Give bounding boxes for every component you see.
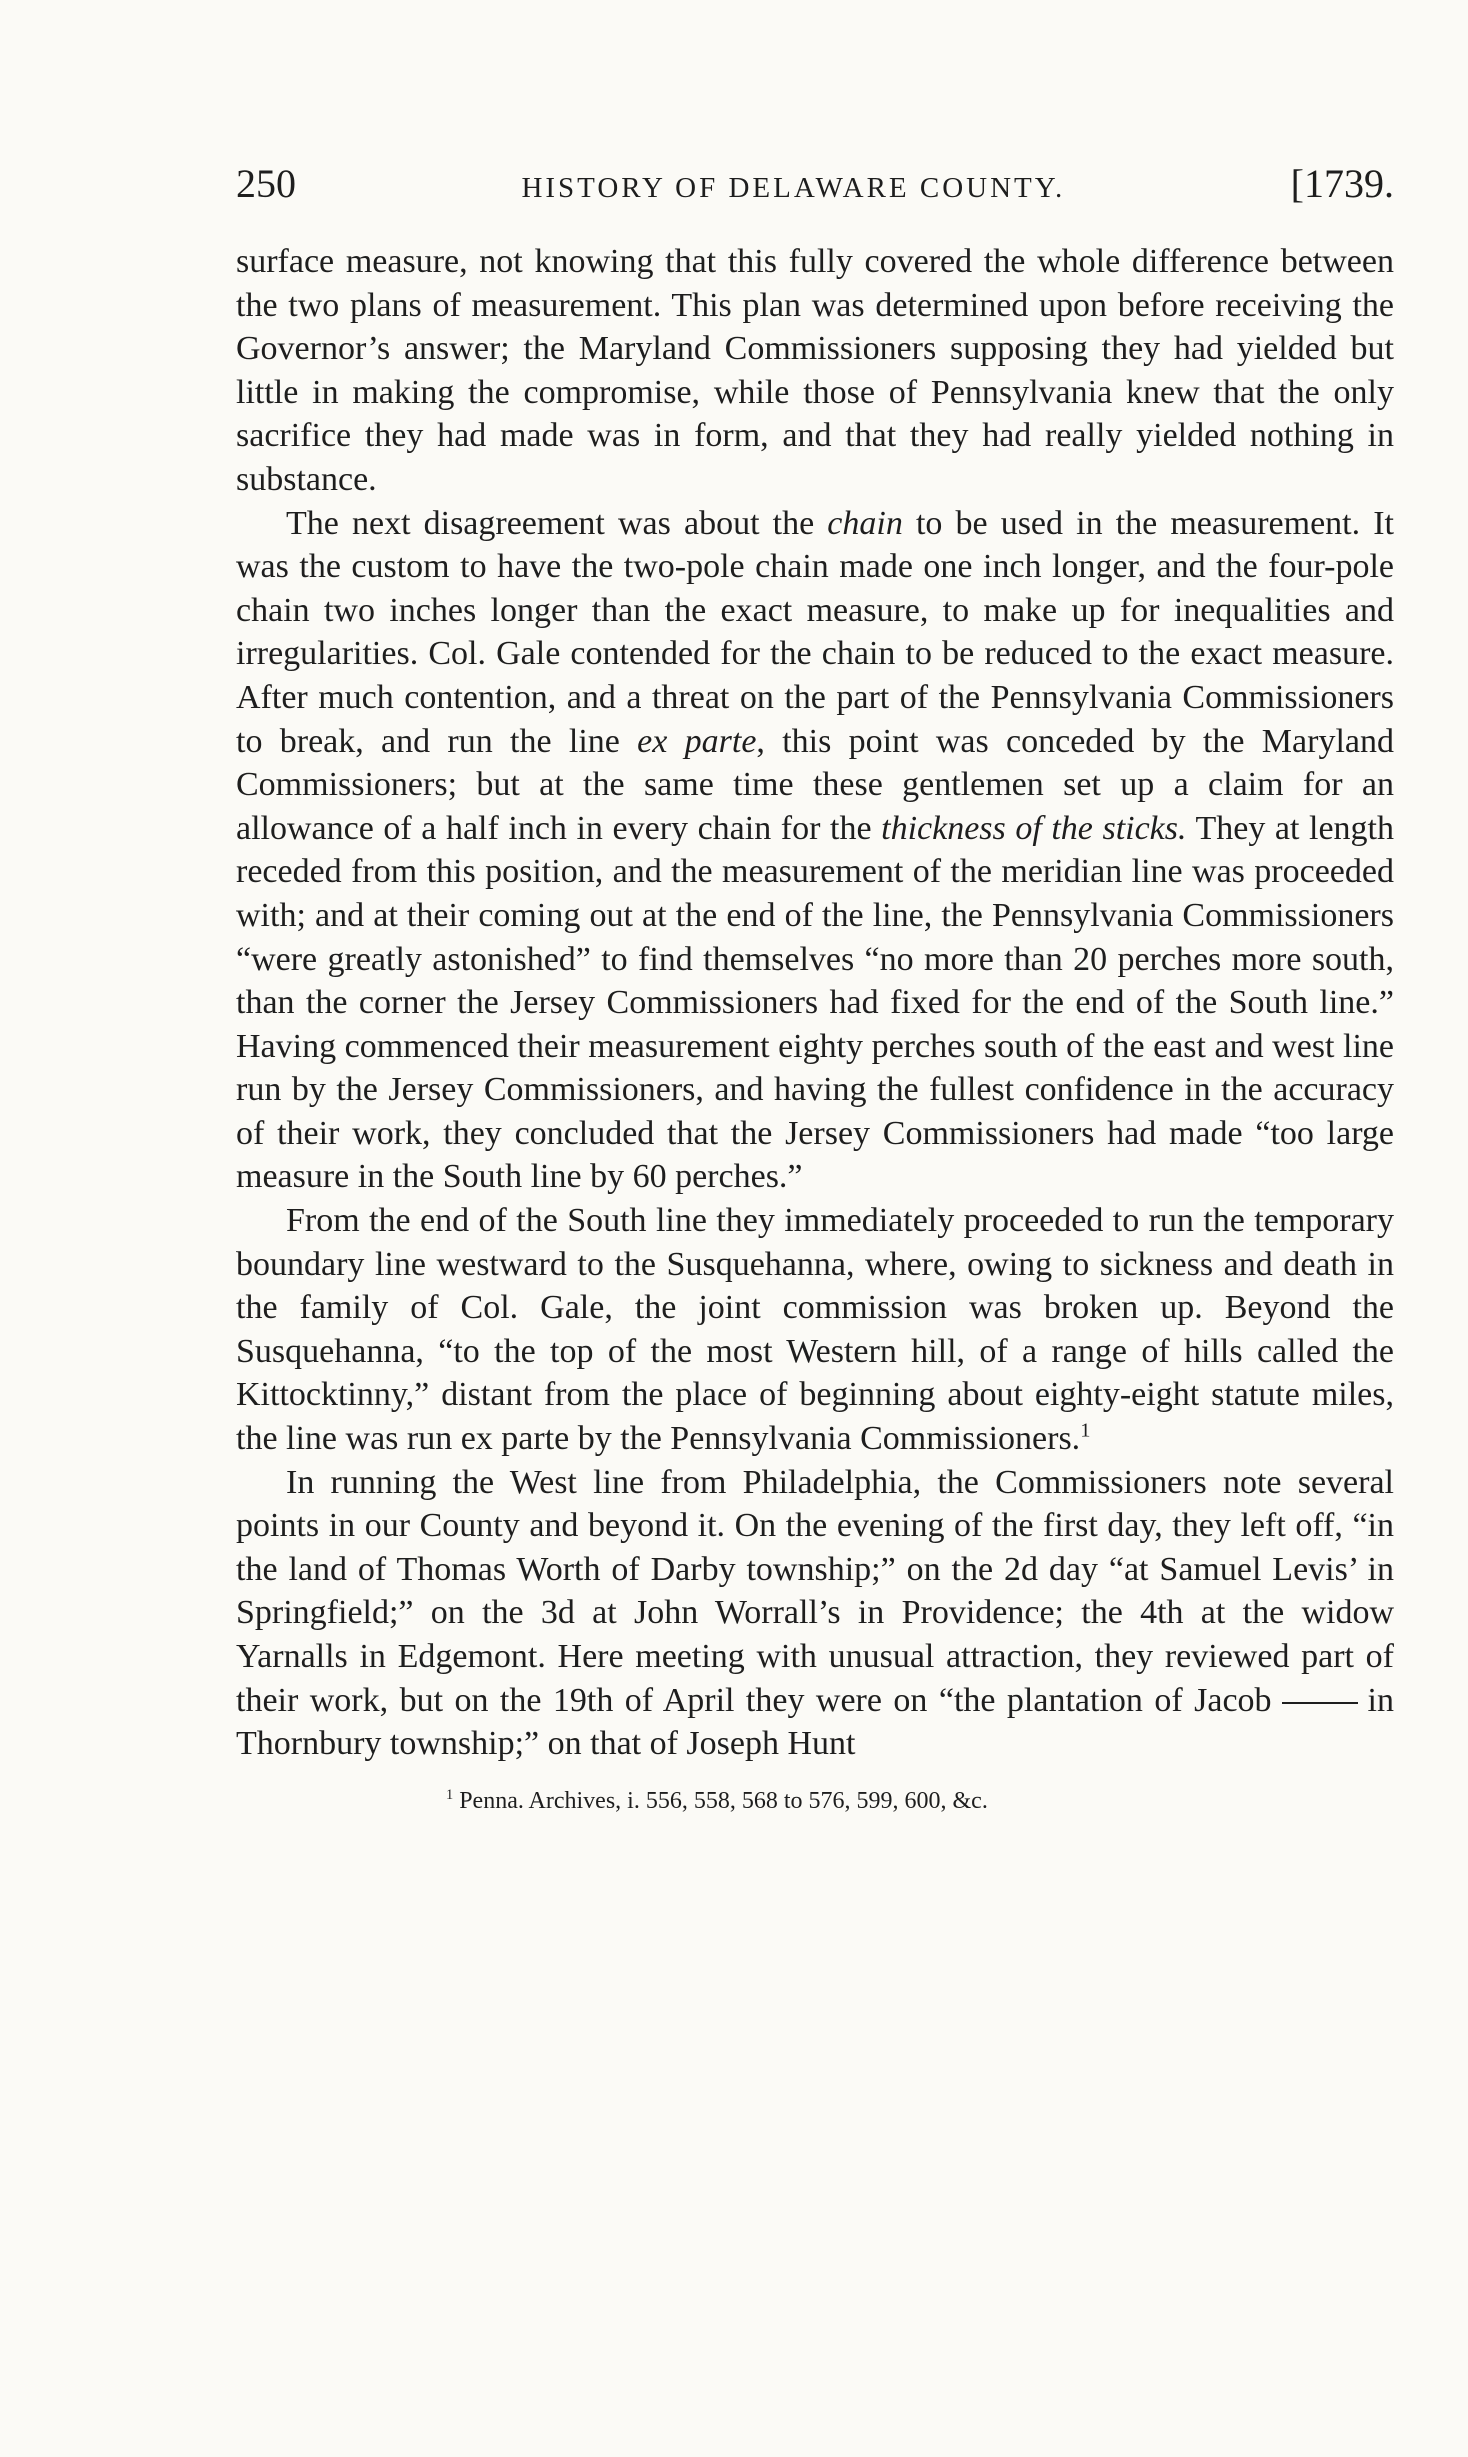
- paragraph-2: [236, 502, 1394, 1200]
- paragraph-2-part-e: , this point was conceded by the Maryland Commissioners; but at the same time these gentlemen set up a claim for an allowance of a half inch in every chain for the: [236, 722, 1394, 847]
- paragraph-3-text: From the end of the South line they immediately proceeded to run the temporary boundary line westward to the Susquehanna, where, owing to sickness and death in the family of Col. Gale, the joint commission was broken up. Beyond the Susquehanna, “to the top of the most Western hill, of a range of hills called the Kittocktinny,” distant from the place of beginning about eighty-eight statute miles, the line was run ex parte by the Pennsylvania Commissioners.: [236, 1202, 1394, 1458]
- italic-thickness: thickness of the sticks.: [881, 809, 1187, 847]
- footnote-reference: 1: [1080, 1419, 1091, 1442]
- footnote-text: Penna. Archives, i. 556, 558, 568 to 576, 599, 600, &c.: [453, 1787, 988, 1814]
- paragraph-2-part-a: The next disagreement was about the: [286, 504, 828, 542]
- paragraph-2-part-g: They at length receded from this position, and the measurement of the meridian line was proceeded with; and at their coming out at the end of the line, the Pennsylvania Commissioners “were greatly astonished” to find themselves “no more than 20 perches more south, than the corner the Jersey Commissioners had fixed for the end of the South line.” Having commenced their measurement eighty perches south of the east and west line run by the Jersey Commissioners, and having the fullest confidence in the accuracy of their work, they concluded that the Jersey Commissioners had made “too large measure in the South line by 60 perches.”: [236, 809, 1394, 1196]
- page-number: 250: [236, 161, 296, 206]
- paragraph-4-part-b: in Thornbury township;” on that of Joseph Hunt: [236, 1681, 1394, 1763]
- paragraph-2-part-c: to be used in the measurement. It was the custom to have the two-pole chain made one inch longer, and the four-pole chain two inches longer than the exact measure, to make up for inequalities and irregularities. Col. Gale contended for the chain to be reduced to the exact measure. After much contention, and a threat on the part of the Pennsylvania Commissioners to break, and run the line: [236, 504, 1394, 760]
- italic-ex-parte: ex parte: [637, 722, 757, 760]
- paragraph-4: [236, 1461, 1394, 1766]
- paragraph-4-part-a: In running the West line from Philadelphia, the Commissioners note several points in our County and beyond it. On the evening of the first day, they left off, “in the land of Thomas Worth of Darby township;” on the 2d day “at Samuel Levis’ in Springfield;” on the 3d at John Worrall’s in Providence; the 4th at the widow Yarnalls in Edgemont. Here meeting with unusual attraction, they reviewed part of their work, but on the 19th of April they were on “the plantation of Jacob: [236, 1463, 1394, 1719]
- italic-chain: chain: [827, 504, 903, 542]
- blank-name-dash: [1282, 1702, 1358, 1704]
- paragraph-1: surface measure, not knowing that this fully covered the whole difference between the two plans of measurement. This plan was determined upon before receiving the Governor’s answer; the Maryland Commissioners supposing they had yielded but little in making the compromise, while those of Pennsylvania knew that the only sacrifice they had made was in form, and that they had really yielded nothing in substance.: [236, 243, 1394, 498]
- paragraph-3: [236, 1199, 1394, 1461]
- book-page: [236, 160, 1394, 1818]
- running-head: [236, 160, 1394, 216]
- body-text: [236, 240, 1394, 1766]
- footnote: [236, 1784, 1394, 1818]
- footnote-marker: 1: [446, 1786, 454, 1803]
- running-title: HISTORY OF DELAWARE COUNTY.: [521, 172, 1066, 204]
- running-year: [1739.: [1290, 161, 1394, 206]
